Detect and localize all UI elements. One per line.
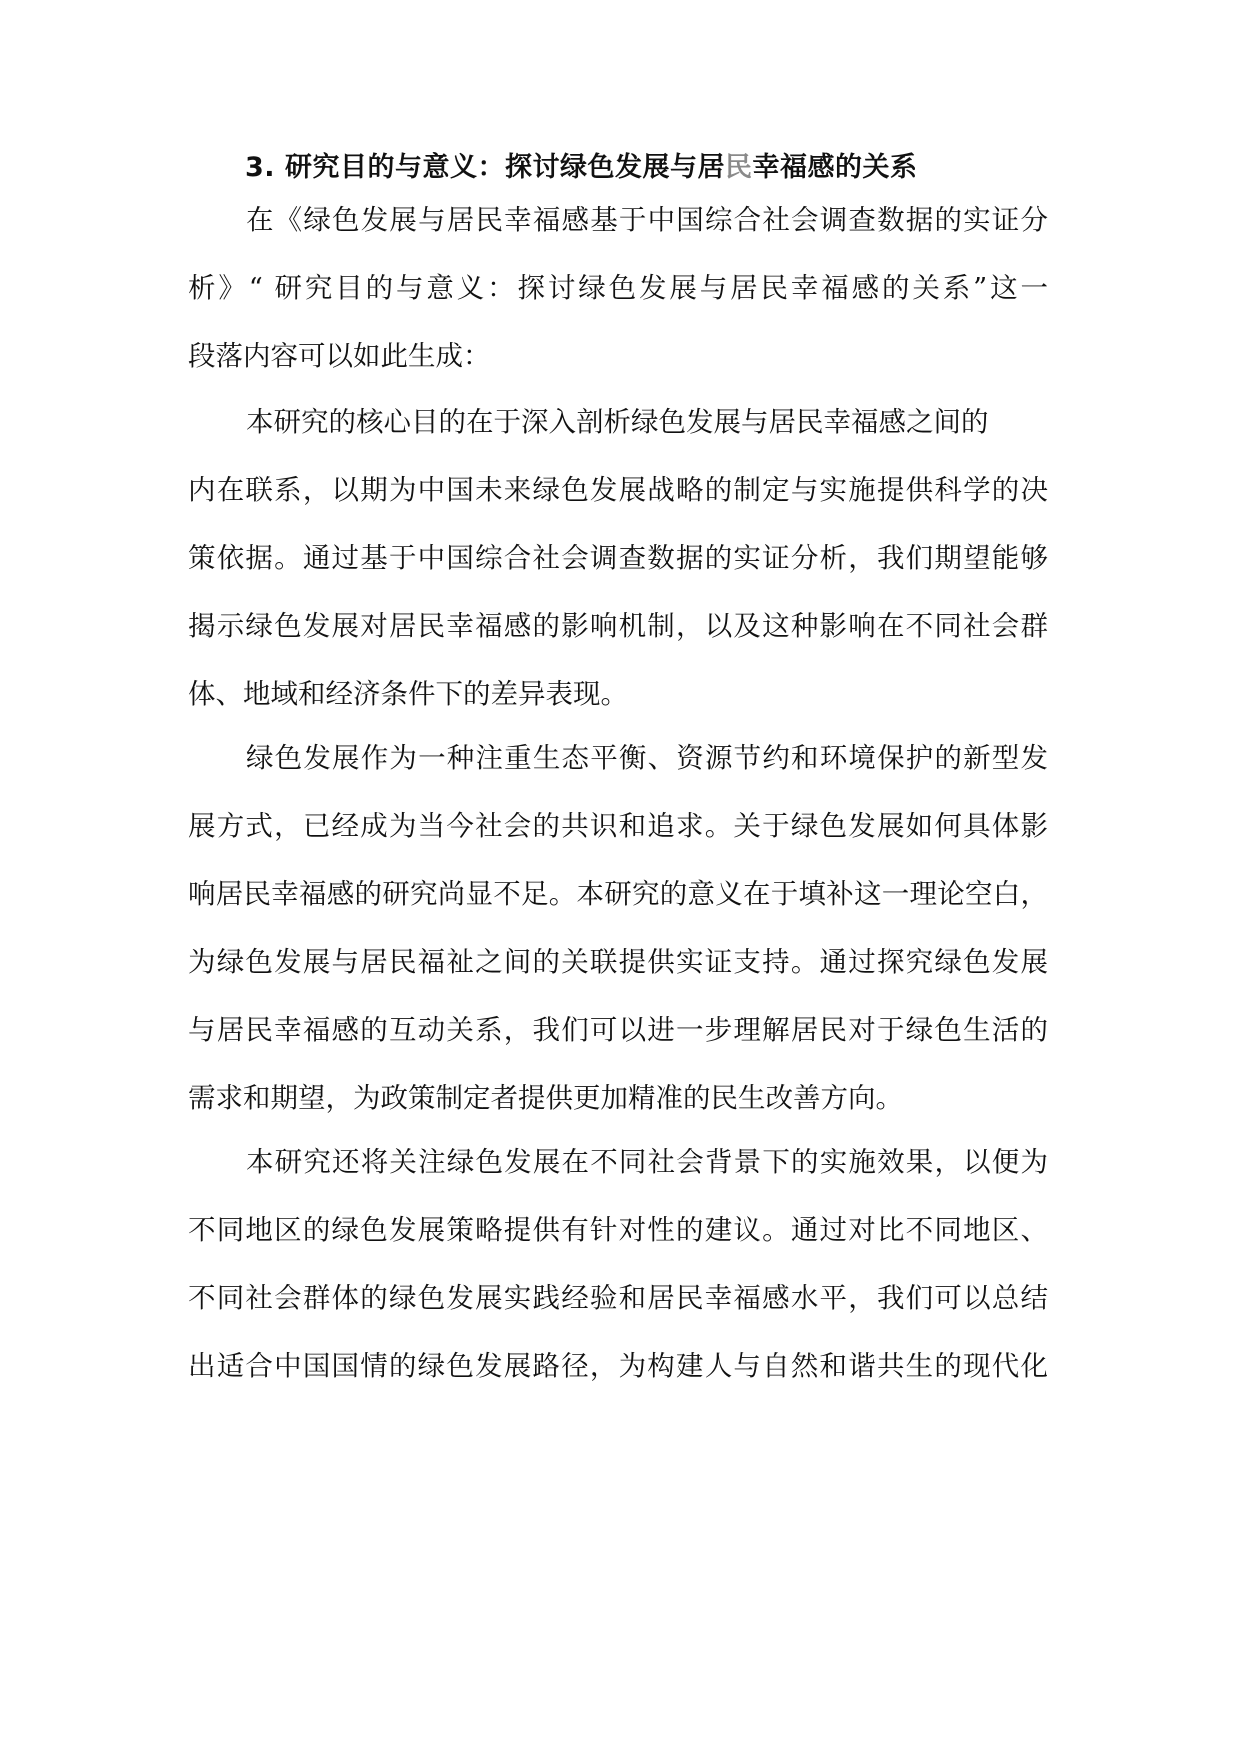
heading-text-suffix: 幸福感的关系 — [752, 152, 918, 183]
paragraph-line: 在《绿色发展与居民幸福感基于中国综合社会调查数据的实证分 — [246, 204, 1048, 236]
paragraph-line: 绿色发展作为一种注重生态平衡、资源节约和环境保护的新型发 — [246, 742, 1048, 774]
paragraph-line: 本研究的核心目的在于深入剖析绿色发展与居民幸福感之间的 — [246, 406, 989, 438]
paragraph-line: 为绿色发展与居民福祉之间的关联提供实证支持。通过探究绿色发展 — [188, 946, 1048, 978]
paragraph-significance — [188, 724, 1048, 1132]
heading-text-prefix: 3. 研究目的与意义：探讨绿色发展与居 — [245, 152, 725, 183]
paragraph-context — [188, 1128, 1048, 1400]
paragraph-line: 需求和期望，为政策制定者提供更加精准的民生改善方向。 — [188, 1082, 903, 1114]
paragraph-line: 不同社会群体的绿色发展实践经验和居民幸福感水平，我们可以总结 — [188, 1282, 1048, 1314]
paragraph-line: 段落内容可以如此生成： — [188, 340, 491, 372]
paragraph-line: 出适合中国国情的绿色发展路径，为构建人与自然和谐共生的现代化 — [188, 1350, 1048, 1382]
paragraph-purpose — [188, 388, 1048, 728]
section-heading — [245, 148, 1145, 188]
paragraph-line: 展方式，已经成为当今社会的共识和追求。关于绿色发展如何具体影 — [188, 810, 1048, 842]
paragraph-intro — [188, 186, 1048, 390]
paragraph-line: 响居民幸福感的研究尚显不足。本研究的意义在于填补这一理论空白， — [188, 878, 1048, 910]
heading-highlighted-char: 民 — [724, 152, 753, 183]
paragraph-line: 不同地区的绿色发展策略提供有针对性的建议。通过对比不同地区、 — [188, 1214, 1048, 1246]
paragraph-line: 内在联系，以期为中国未来绿色发展战略的制定与实施提供科学的决 — [188, 474, 1048, 506]
paragraph-line: 策依据。通过基于中国综合社会调查数据的实证分析，我们期望能够 — [188, 542, 1048, 574]
paragraph-line: 与居民幸福感的互动关系，我们可以进一步理解居民对于绿色生活的 — [188, 1014, 1048, 1046]
paragraph-line: 析》“ 研究目的与意义：探讨绿色发展与居民幸福感的关系”这一 — [188, 272, 1048, 304]
paragraph-line: 揭示绿色发展对居民幸福感的影响机制，以及这种影响在不同社会群 — [188, 610, 1048, 642]
paragraph-line: 本研究还将关注绿色发展在不同社会背景下的实施效果，以便为 — [246, 1146, 1048, 1178]
paragraph-line: 体、地域和经济条件下的差异表现。 — [188, 678, 628, 710]
